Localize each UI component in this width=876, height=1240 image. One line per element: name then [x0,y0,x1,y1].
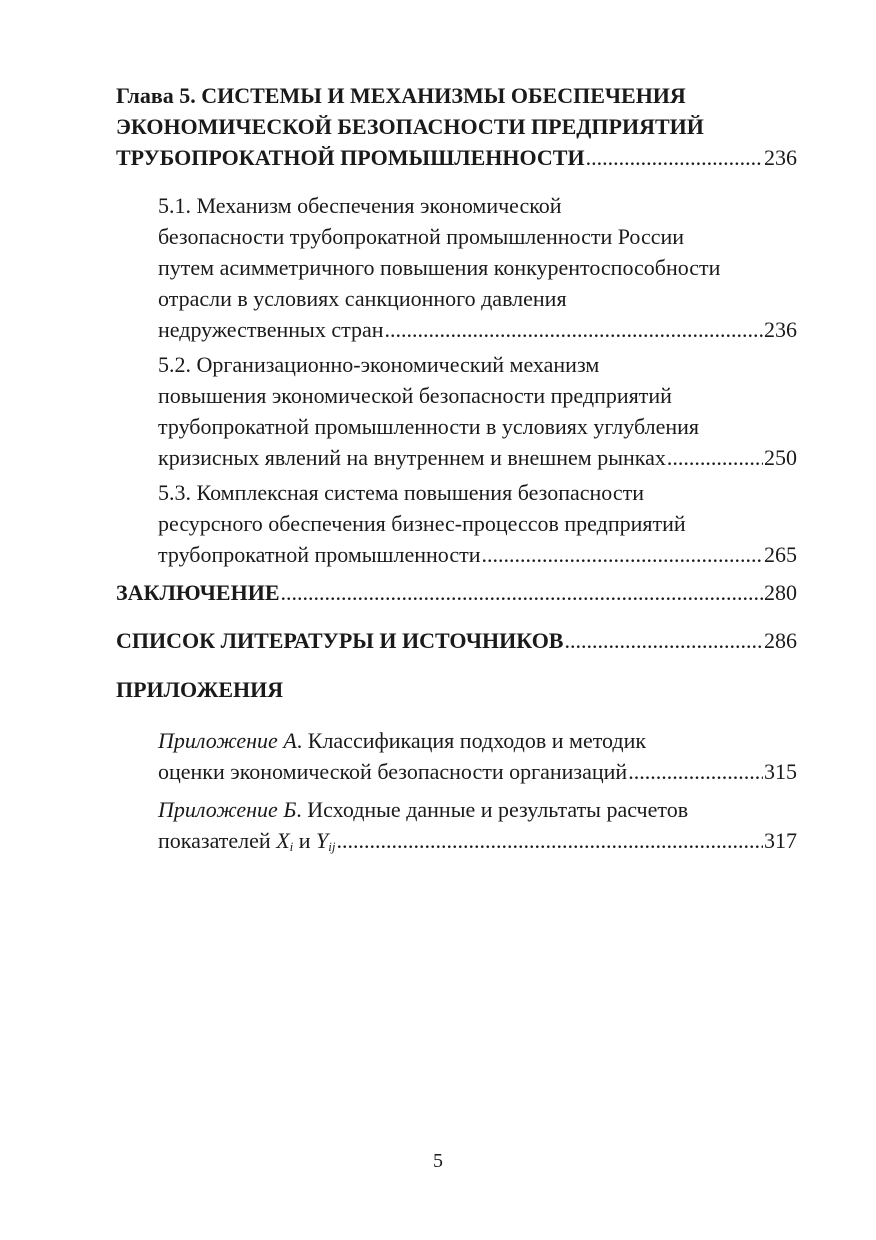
appendix-title-rest: . Классификация подходов и методик [296,728,647,753]
subscript-ij: ij [328,839,336,854]
appendix-text: показателей [158,828,277,853]
dot-leader [586,142,763,173]
references-line [116,625,797,656]
section-title-line: отрасли в условиях санкционного давления [158,286,567,311]
page-ref: 265 [764,542,797,567]
page-ref: 315 [764,759,797,784]
appendix-label: Приложение А [158,728,297,753]
chapter-title-line: ТРУБОПРОКАТНОЙ ПРОМЫШЛЕННОСТИ [116,145,585,170]
appendix-last-line [158,825,797,856]
dot-leader [337,825,763,856]
section-title-line: кризисных явлений на внутреннем и внешнем рынках [158,445,666,470]
section-title-line: недружественных стран [158,317,384,342]
section-title-line: повышения экономической безопасности предприятий [158,383,672,408]
section-title-line: ресурсного обеспечения бизнес-процессов предприятий [158,511,686,536]
section-title-line: путем асимметричного повышения конкурентоспособности [158,255,721,280]
dot-leader [481,539,763,570]
dot-leader [628,756,763,787]
toc-appendix-b[interactable] [116,794,797,856]
toc-references[interactable] [116,625,797,656]
section-title-line: 5.3. Комплексная система повышения безопасности [158,480,644,505]
page-ref: 280 [764,580,797,605]
appendices-title: ПРИЛОЖЕНИЯ [116,677,284,702]
appendix-title-rest: . Исходные данные и результаты расчетов [296,797,689,822]
toc-appendices[interactable] [116,674,797,705]
dot-leader [564,625,763,656]
appendix-last-line [158,756,797,787]
table-of-contents [116,80,797,856]
appendix-label: Приложение Б [158,797,297,822]
section-title-line: 5.1. Механизм обеспечения экономической [158,193,562,218]
section-title-line: трубопрокатной промышленности [158,542,481,567]
toc-section-5-1[interactable] [116,190,797,345]
page-ref: 236 [764,145,797,170]
dot-leader [667,442,763,473]
section-title-line: безопасности трубопрокатной промышленности России [158,224,685,249]
page-ref: 236 [764,317,797,342]
variable-y: Y [316,828,329,853]
toc-chapter-5[interactable] [116,80,797,173]
section-title-line: 5.2. Организационно-экономический механизм [158,352,600,377]
page-ref: 317 [764,828,797,853]
chapter-title-line: ЭКОНОМИЧЕСКОЙ БЕЗОПАСНОСТИ ПРЕДПРИЯТИЙ [116,114,704,139]
references-title: СПИСОК ЛИТЕРАТУРЫ И ИСТОЧНИКОВ [116,628,564,653]
toc-section-5-2[interactable] [116,349,797,473]
section-title-line: трубопрокатной промышленности в условиях углубления [158,414,700,439]
toc-appendix-a[interactable] [116,725,797,787]
variable-x: X [276,828,290,853]
page-ref: 286 [764,628,797,653]
chapter-title-line: Глава 5. СИСТЕМЫ И МЕХАНИЗМЫ ОБЕСПЕЧЕНИЯ [116,83,686,108]
chapter-title-last-line [116,142,797,173]
section-last-line [158,314,797,345]
page-ref: 250 [764,445,797,470]
dot-leader [385,314,764,345]
section-last-line [158,442,797,473]
conclusion-line [116,577,797,608]
section-last-line [158,539,797,570]
appendix-title-line: оценки экономической безопасности организаций [158,759,628,784]
appendix-title-line [158,825,336,856]
page-number: 5 [433,1150,443,1172]
appendix-title-line [158,794,797,825]
conclusion-title: ЗАКЛЮЧЕНИЕ [116,580,280,605]
toc-conclusion[interactable] [116,577,797,608]
dot-leader [281,577,764,608]
appendix-title-line [158,725,797,756]
subscript-i: i [289,839,294,854]
conjunction: и [293,828,317,853]
toc-section-5-3[interactable] [116,477,797,570]
